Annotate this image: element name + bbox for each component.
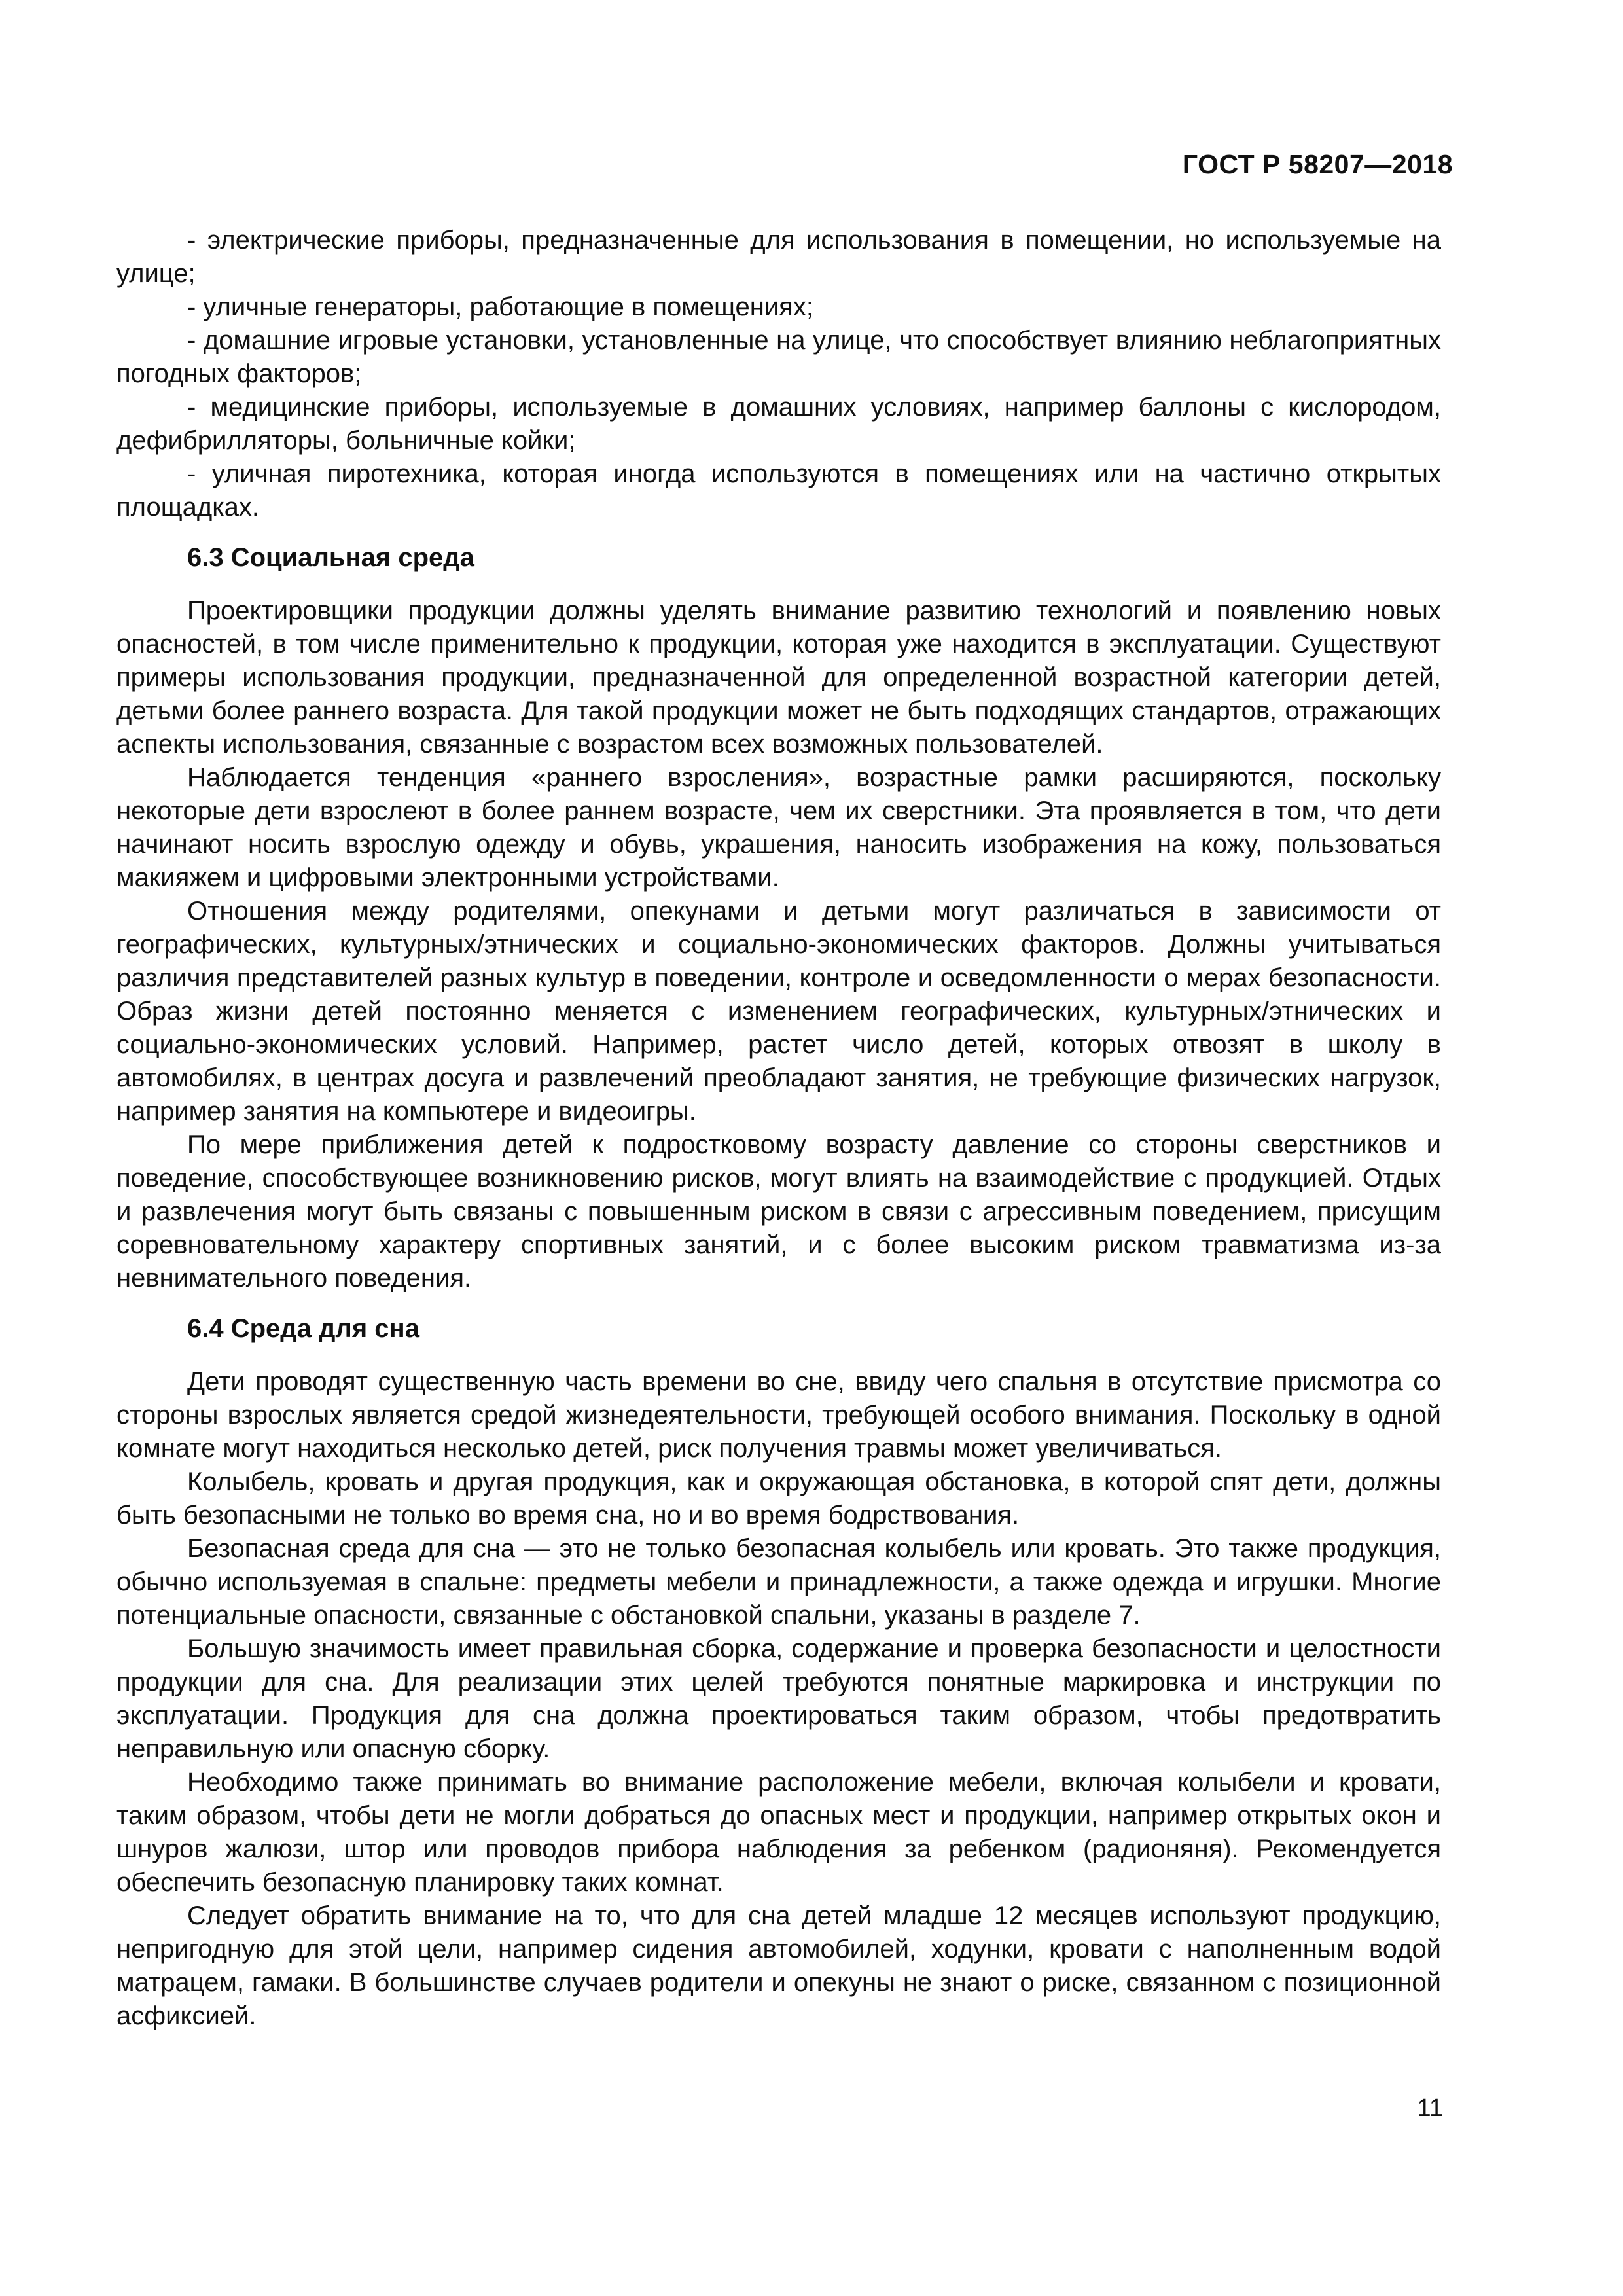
section-heading-6-3: 6.3 Социальная среда xyxy=(187,543,474,572)
paragraph: Следует обратить внимание на то, что для сна детей младше 12 месяцев используют продукцию, непригодную для этой цели, например сидения автомобилей, ходунки, кровати с наполненным водой матрацем, гамаки. В большинстве случаев родители и опекуны не знают о риске, связанном с позиционной асфиксией. xyxy=(116,1901,1441,2030)
paragraph: Необходимо также принимать во внимание расположение мебели, включая колыбели и кровати, таким образом, чтобы дети не могли добраться до опасных мест и продукции, например открытых окон и шнуров жалюзи, штор или проводов прибора наблюдения за ребенком (радионяня). Рекомендуется обеспечить безопасную планировку таких комнат. xyxy=(116,1768,1441,1897)
paragraph: Колыбель, кровать и другая продукция, как и окружающая обстановка, в которой спят дети, должны быть безопасными не только во время сна, но и во время бодрствования. xyxy=(116,1467,1441,1530)
list-item: - электрические приборы, предназначенные для использования в помещении, но используемые на улице; xyxy=(116,226,1441,288)
paragraph: Наблюдается тенденция «раннего взросления», возрастные рамки расширяются, поскольку некоторые дети взрослеют в более раннем возрасте, чем их сверстники. Эта проявляется в том, что дети начинают носить взрослую одежду и обувь, украшения, наносить изображения на кожу, пользоваться макияжем и цифровыми электронными устройствами. xyxy=(116,763,1441,892)
paragraph: Дети проводят существенную часть времени во сне, ввиду чего спальня в отсутствие присмотра со стороны взрослых является средой жизнедеятельности, требующей особого внимания. Поскольку в одной комнате могут находиться несколько детей, риск получения травмы может увеличиваться. xyxy=(116,1367,1441,1463)
document-header: ГОСТ Р 58207—2018 xyxy=(1182,149,1453,179)
page-number: 11 xyxy=(1417,2094,1443,2122)
list-item: - уличные генераторы, работающие в помещениях; xyxy=(187,293,813,321)
paragraph: Безопасная среда для сна — это не только безопасная колыбель или кровать. Это также продукция, обычно используемая в спальне: предметы мебели и принадлежности, а также одежда и игрушки. Многие потенциальные опасности, связанные с обстановкой спальни, указаны в разделе 7. xyxy=(116,1534,1441,1630)
section-heading-6-4: 6.4 Среда для сна xyxy=(187,1314,419,1343)
paragraph: Большую значимость имеет правильная сборка, содержание и проверка безопасности и целостности продукции для сна. Для реализации этих целей требуются понятные маркировка и инструкции по эксплуатации. Продукция для сна должна проектироваться таким образом, чтобы предотвратить неправильную или опасную сборку. xyxy=(116,1634,1441,1763)
paragraph: Проектировщики продукции должны уделять внимание развитию технологий и появлению новых опасностей, в том числе применительно к продукции, которая уже находится в эксплуатации. Существуют примеры использования продукции, предназначенной для определенной возрастной категории детей, детьми более раннего возраста. Для такой продукции может не быть подходящих стандартов, отражающих аспекты использования, связанные с возрастом всех возможных пользователей. xyxy=(116,596,1441,759)
list-item: - домашние игровые установки, установленные на улице, что способствует влиянию неблагоприятных погодных факторов; xyxy=(116,326,1441,388)
paragraph: Отношения между родителями, опекунами и детьми могут различаться в зависимости от географических, культурных/этнических и социально-экономических факторов. Должны учитываться различия представителей разных культур в поведении, контроле и осведомленности о мерах безопасности. Образ жизни детей постоянно меняется с изменением географических, культурных/этнических и социально-экономических условий. Например, растет число детей, которых отвозят в школу в автомобилях, в центрах досуга и развлечений преобладают занятия, не требующие физических нагрузок, например занятия на компьютере и видеоигры. xyxy=(116,897,1441,1126)
list-item: - уличная пиротехника, которая иногда используются в помещениях или на частично открытых площадках. xyxy=(116,459,1441,522)
paragraph: По мере приближения детей к подростковому возрасту давление со стороны сверстников и поведение, способствующее возникновению рисков, могут влиять на взаимодействие с продукцией. Отдых и развлечения могут быть связаны с повышенным риском в связи с агрессивным поведением, присущим соревновательному характеру спортивных занятий, и с более высоким риском травматизма из-за невнимательного поведения. xyxy=(116,1130,1441,1293)
list-item: - медицинские приборы, используемые в домашних условиях, например баллоны с кислородом, дефибрилляторы, больничные койки; xyxy=(116,393,1441,455)
document-body xyxy=(116,224,1441,2033)
